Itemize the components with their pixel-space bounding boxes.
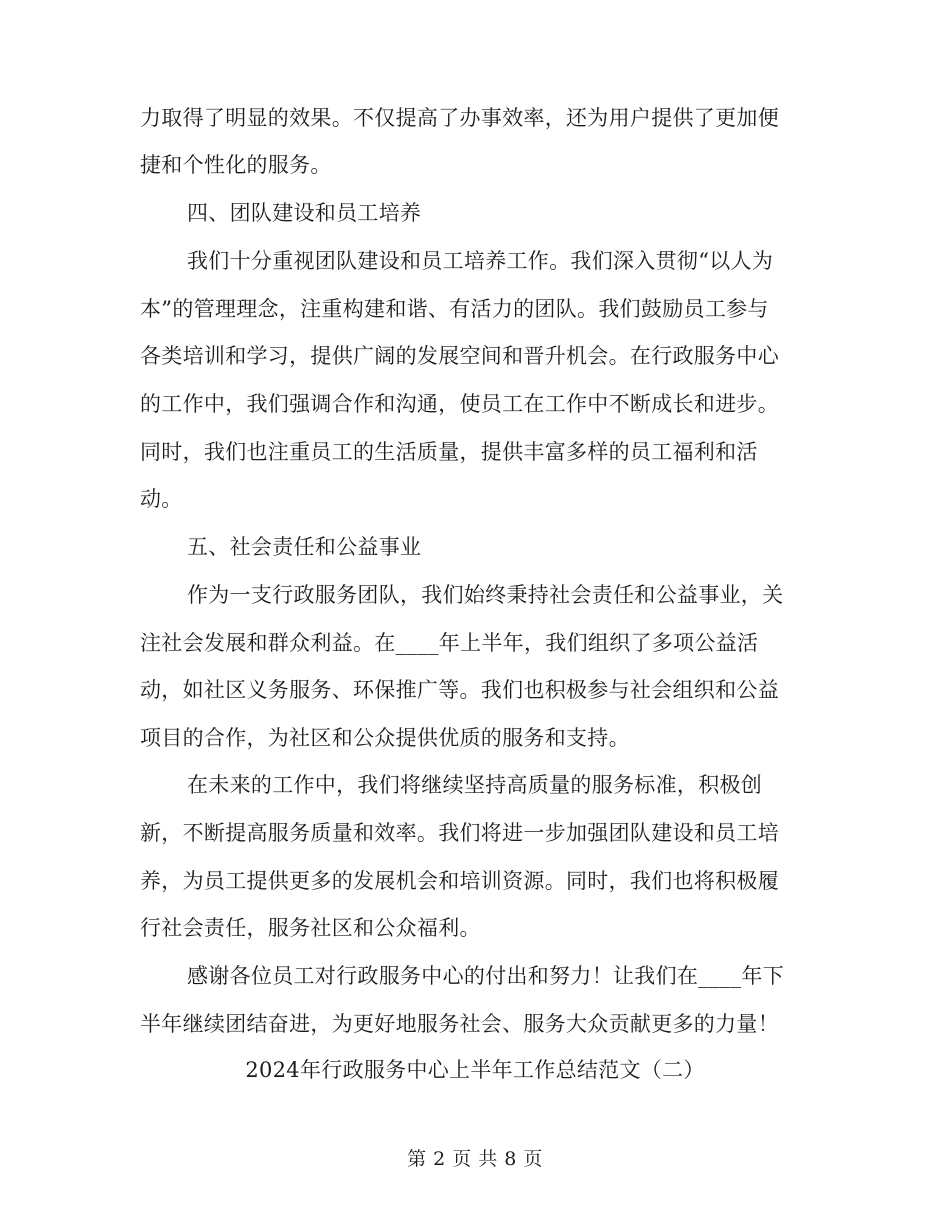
paragraph-line: 行社会责任，服务社区和公众福利。: [140, 916, 481, 940]
paragraph-line: 动，如社区义务服务、环保推广等。我们也积极参与社会组织和公益: [140, 678, 779, 702]
paragraph-line: 养，为员工提供更多的发展机会和培训资源。同时，我们也将积极履: [140, 869, 779, 893]
paragraph-line: 注社会发展和群众利益。在____年上半年，我们组织了多项公益活: [140, 631, 759, 655]
paragraph-line: 半年继续团结奋进，为更好地服务社会、服务大众贡献更多的力量！: [140, 1012, 779, 1036]
paragraph-line: 感谢各位员工对行政服务中心的付出和努力！让我们在____年下: [187, 964, 784, 988]
paragraph-line: 作为一支行政服务团队，我们始终秉持社会责任和公益事业，关: [187, 583, 784, 607]
paragraph-line: 捷和个性化的服务。: [140, 153, 332, 177]
paragraph-line: 各类培训和学习，提供广阔的发展空间和晋升机会。在行政服务中心: [140, 344, 779, 368]
paragraph-line: 在未来的工作中，我们将继续坚持高质量的服务标准，积极创: [187, 773, 763, 797]
paragraph-line: 的工作中，我们强调合作和沟通，使员工在工作中不断成长和进步。: [140, 392, 779, 416]
paragraph-line: 本”的管理理念，注重构建和谐、有活力的团队。我们鼓励员工参与: [140, 297, 769, 321]
paragraph-line: 同时，我们也注重员工的生活质量，提供丰富多样的员工福利和活: [140, 440, 758, 464]
document-subtitle: 2024年行政服务中心上半年工作总结范文（二）: [245, 1058, 705, 1082]
paragraph-line: 新，不断提高服务质量和效率。我们将进一步加强团队建设和员工培: [140, 821, 779, 845]
page-number-footer: 第 2 页 共 8 页: [407, 1148, 543, 1170]
paragraph-line: 项目的合作，为社区和公众提供优质的服务和支持。: [140, 726, 630, 750]
paragraph-line: 动。: [140, 487, 183, 511]
section-heading: 四、团队建设和员工培养: [187, 201, 422, 225]
section-heading: 五、社会责任和公益事业: [187, 535, 422, 559]
paragraph-line: 我们十分重视团队建设和员工培养工作。我们深入贯彻“以人为: [187, 249, 774, 273]
paragraph-line: 力取得了明显的效果。不仅提高了办事效率，还为用户提供了更加便: [140, 106, 779, 130]
